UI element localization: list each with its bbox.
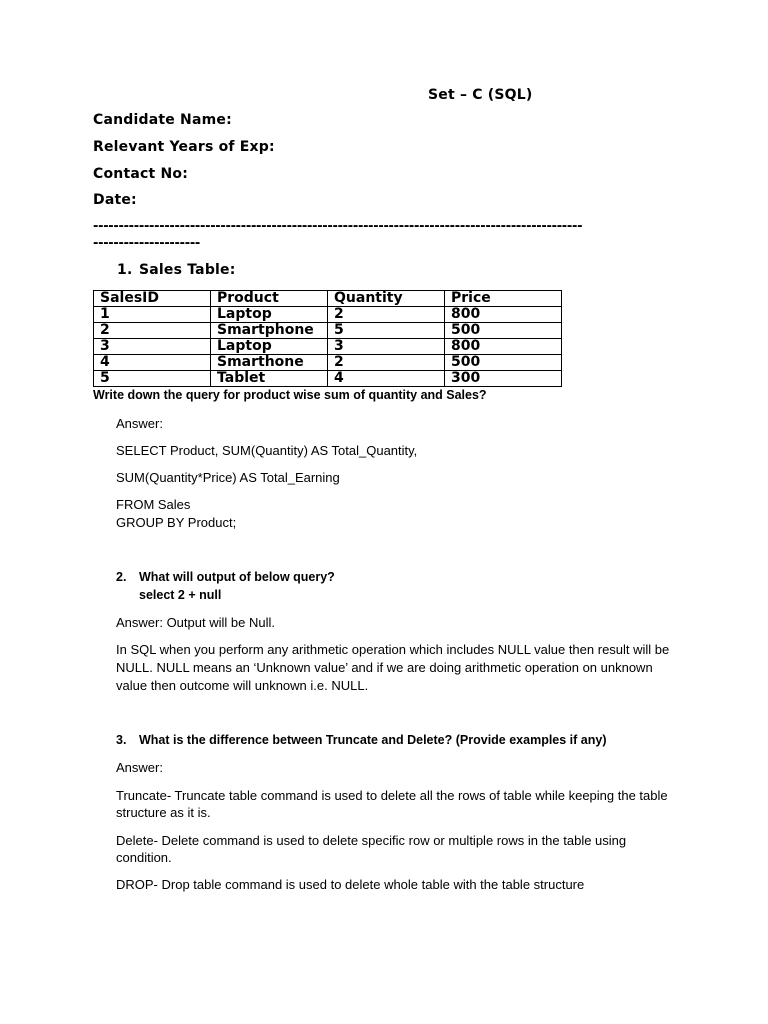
divider-line-1: ------------------------------------------------------------------------------------------------ bbox=[93, 219, 583, 234]
q3-delete: Delete- Delete command is used to delete specific row or multiple rows in the table using condition. bbox=[116, 833, 627, 865]
q1-answer-label: Answer: bbox=[116, 416, 163, 431]
table-cell: Smarthone bbox=[211, 355, 328, 371]
q3-question: What is the difference between Truncate and Delete? (Provide examples if any) bbox=[139, 733, 607, 747]
q3-truncate: Truncate- Truncate table command is used to delete all the rows of table while keeping the table structure as it is. bbox=[116, 788, 668, 820]
q3-drop: DROP- Drop table command is used to delete whole table with the table structure bbox=[116, 877, 585, 892]
q1-answer-line-3: FROM Sales bbox=[116, 497, 191, 512]
table-cell: 800 bbox=[445, 339, 562, 355]
q2-answer: Answer: Output will be Null. bbox=[116, 615, 275, 630]
q2-number: 2. bbox=[116, 570, 127, 584]
table-cell: 2 bbox=[328, 307, 445, 323]
table-cell: 2 bbox=[328, 355, 445, 371]
table-header-cell: SalesID bbox=[94, 291, 211, 307]
table-row bbox=[94, 307, 562, 323]
date-label: Date: bbox=[93, 192, 137, 208]
experience-label: Relevant Years of Exp: bbox=[93, 139, 275, 155]
table-row bbox=[94, 339, 562, 355]
table-cell: Laptop bbox=[211, 339, 328, 355]
table-row bbox=[94, 323, 562, 339]
document-title: Set – C (SQL) bbox=[428, 87, 533, 103]
divider-line-2: --------------------- bbox=[93, 236, 201, 251]
table-cell: 4 bbox=[328, 371, 445, 387]
table-row bbox=[94, 371, 562, 387]
table-cell: 5 bbox=[328, 323, 445, 339]
sales-table bbox=[93, 290, 562, 387]
q1-answer-line-2: SUM(Quantity*Price) AS Total_Earning bbox=[116, 470, 340, 485]
q2-query: select 2 + null bbox=[139, 588, 222, 602]
table-cell: Tablet bbox=[211, 371, 328, 387]
table-header-row bbox=[94, 291, 562, 307]
table-cell: 300 bbox=[445, 371, 562, 387]
table-cell: Laptop bbox=[211, 307, 328, 323]
q2-explanation: In SQL when you perform any arithmetic operation which includes NULL value then result will be NULL. NULL means an ‘Unknown value’ and if we are doing arithmetic operation on unknown value then outcome will unknown i.e. NULL. bbox=[116, 642, 670, 693]
table-header-cell: Quantity bbox=[328, 291, 445, 307]
q1-number: 1. bbox=[117, 262, 133, 278]
table-cell: 3 bbox=[94, 339, 211, 355]
table-cell: 4 bbox=[94, 355, 211, 371]
table-header-cell: Product bbox=[211, 291, 328, 307]
table-cell: 3 bbox=[328, 339, 445, 355]
table-cell: 500 bbox=[445, 355, 562, 371]
contact-label: Contact No: bbox=[93, 166, 188, 182]
table-cell: 1 bbox=[94, 307, 211, 323]
q1-question: Write down the query for product wise sum of quantity and Sales? bbox=[93, 388, 487, 402]
table-cell: Smartphone bbox=[211, 323, 328, 339]
q3-number: 3. bbox=[116, 733, 127, 747]
candidate-name-label: Candidate Name: bbox=[93, 112, 232, 128]
q1-answer-line-4: GROUP BY Product; bbox=[116, 515, 237, 530]
table-cell: 5 bbox=[94, 371, 211, 387]
table-header-cell: Price bbox=[445, 291, 562, 307]
table-cell: 800 bbox=[445, 307, 562, 323]
q3-answer-label: Answer: bbox=[116, 760, 163, 775]
table-cell: 500 bbox=[445, 323, 562, 339]
table-cell: 2 bbox=[94, 323, 211, 339]
q1-answer-line-1: SELECT Product, SUM(Quantity) AS Total_Quantity, bbox=[116, 443, 418, 458]
q1-heading: Sales Table: bbox=[139, 262, 236, 278]
table-row bbox=[94, 355, 562, 371]
q2-question: What will output of below query? bbox=[139, 570, 335, 584]
